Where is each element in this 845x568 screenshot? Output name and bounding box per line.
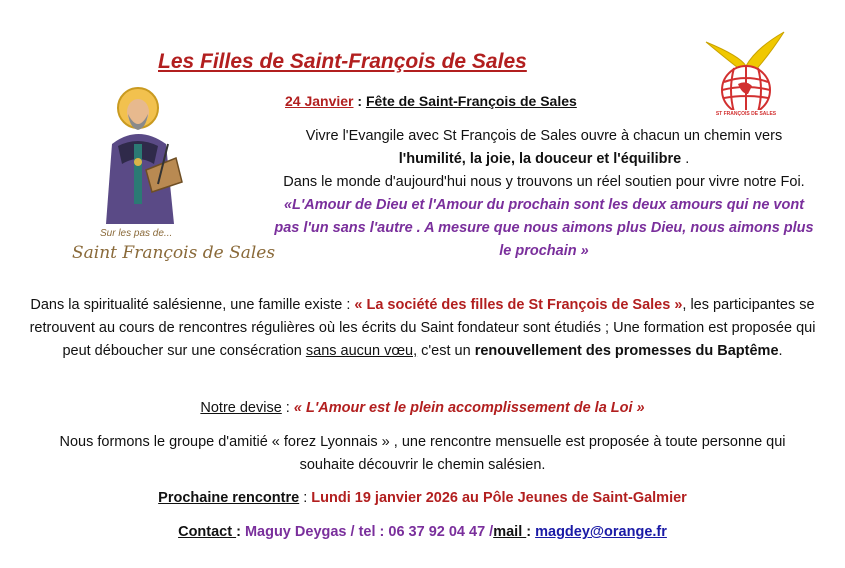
- intro-virtues-end: .: [681, 151, 690, 167]
- society-text-3: c'est un: [417, 343, 475, 359]
- society-period: .: [778, 343, 783, 359]
- society-paragraph: [20, 294, 825, 363]
- portrait-caption-small: Sur les pas de...: [100, 228, 173, 239]
- contact-details: Maguy Deygas / tel : 06 37 92 04 47 /: [244, 524, 494, 540]
- society-bold-end: renouvellement des promesses du Baptême: [474, 343, 779, 359]
- society-text-1: Dans la spiritualité salésienne, une famille existe :: [30, 297, 355, 313]
- feast-separator: :: [353, 93, 366, 109]
- next-meeting-separator: :: [299, 490, 312, 506]
- devise-label: Notre devise: [200, 400, 282, 416]
- mail-label: mail: [493, 524, 527, 540]
- dove-globe-logo-icon: [700, 28, 790, 118]
- feast-name: Fête de Saint-François de Sales: [365, 93, 577, 109]
- logo-ring-text: ST FRANÇOIS DE SALES: [715, 111, 777, 117]
- feast-line: [285, 93, 577, 109]
- saint-francis-portrait-icon: [88, 84, 198, 224]
- society-underlined: sans aucun vœu,: [305, 343, 418, 359]
- intro-virtues: l'humilité, la joie, la douceur et l'équilibre: [398, 151, 682, 167]
- devise-text: « L'Amour est le plein accomplissement de la Loi »: [293, 400, 645, 416]
- next-meeting-line: [20, 487, 825, 510]
- portrait-caption-main: Saint François de Sales: [72, 243, 276, 263]
- contact-separator: :: [236, 524, 245, 540]
- contact-label: Contact: [178, 524, 237, 540]
- devise-line: [20, 397, 825, 420]
- intro-line-3: Dans le monde d'aujourd'hui nous y trouvons un réel soutien pour vivre notre Foi.: [283, 174, 805, 190]
- devise-separator: :: [281, 400, 294, 416]
- saint-illustration: [88, 84, 198, 224]
- society-text-2: , les participantes se retrouvent au cours de rencontres régulières où les écrits du Saint fondateur sont étudiés ; Une formation est proposée qui peut déboucher sur une consécration: [29, 297, 816, 359]
- intro-line-1: Vivre l'Evangile avec St François de Sales ouvre à chacun un chemin vers: [305, 128, 783, 144]
- society-logo: [700, 28, 790, 118]
- saint-quote: «L'Amour de Dieu et l'Amour du prochain sont les deux amours qui ne vont pas l'un sans l'autre . A mesure que nous aimons plus Dieu, nous aimons plus le prochain »: [274, 197, 814, 259]
- group-paragraph: Nous formons le groupe d'amitié « forez Lyonnais » , une rencontre mensuelle est proposée à toute personne qui souhaite découvrir le chemin salésien.: [59, 434, 786, 473]
- intro-virtues-line: [270, 148, 818, 171]
- contact-line: [20, 521, 825, 544]
- feast-date: 24 Janvier: [285, 93, 354, 109]
- intro-block: [270, 125, 818, 263]
- society-name: « La société des filles de St François de Sales »: [354, 297, 683, 313]
- mail-separator: :: [526, 524, 536, 540]
- next-meeting-label: Prochaine rencontre: [158, 490, 300, 506]
- page-title: Les Filles de Saint-François de Sales: [158, 50, 527, 73]
- email-link[interactable]: magdey@orange.fr: [535, 524, 667, 540]
- next-meeting-value: Lundi 19 janvier 2026 au Pôle Jeunes de Saint-Galmier: [311, 490, 687, 506]
